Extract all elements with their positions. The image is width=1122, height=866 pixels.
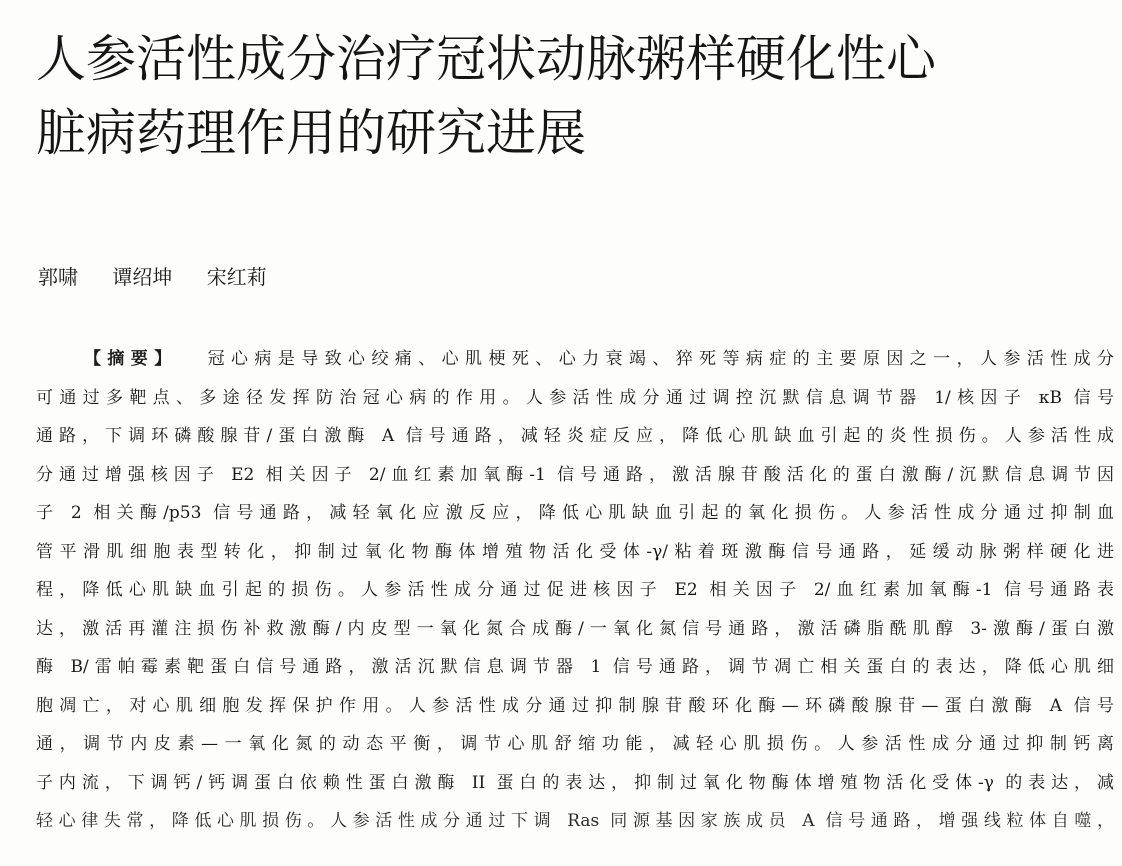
author-list [38, 262, 295, 292]
abstract-line: 酶 B/雷帕霉素靶蛋白信号通路，激活沉默信息调节器 1 信号通路，调节凋亡相关蛋白的表达，降低心肌细 [36, 657, 1114, 677]
abstract-line: 子 2 相关酶/p53 信号通路，减轻氧化应激反应，降低心肌缺血引起的氧化损伤。人参活性成分通过抑制血 [36, 503, 1114, 523]
abstract-line: 胞凋亡，对心肌细胞发挥保护作用。人参活性成分通过抑制腺苷酸环化酶—环磷酸腺苷—蛋白激酶 A 信号 [36, 695, 1114, 716]
paper-title-line-1: 人参活性成分治疗冠状动脉粥样硬化性心 [36, 30, 936, 88]
abstract-line: 分通过增强核因子 E2 相关因子 2/血红素加氧酶-1 信号通路，激活腺苷酸活化的蛋白激酶/沉默信息调节因 [36, 464, 1114, 485]
abstract-line-cut-off: 轻心律失常，降低心肌损伤。人参活性成分通过下调 Ras 同源基因家族成员 A 信号通路，增强线粒体自噬， [36, 811, 1114, 831]
author-name: 郭啸 [38, 265, 78, 289]
paper-title-line-2: 脏病药理作用的研究进展 [36, 104, 586, 162]
abstract-section [36, 340, 1114, 841]
abstract-line: 通，调节内皮素—一氧化氮的动态平衡，调节心肌舒缩功能，减轻心肌损伤。人参活性成分通过抑制钙离 [36, 734, 1114, 754]
abstract-line: 通路，下调环磷酸腺苷/蛋白激酶 A 信号通路，减轻炎症反应，降低心肌缺血引起的炎性损伤。人参活性成 [36, 426, 1114, 446]
paper-title [36, 22, 1106, 170]
abstract-text: 冠心病是导致心绞痛、心肌梗死、心力衰竭、猝死等病症的主要原因之一，人参活性成分 [207, 349, 1114, 369]
abstract-line: 达，激活再灌注损伤补救激酶/内皮型一氧化氮合成酶/一氧化氮信号通路，激活磷脂酰肌醇 3-激酶/蛋白激 [36, 618, 1114, 639]
author-name: 谭绍坤 [112, 265, 173, 289]
abstract-line: 子内流，下调钙/钙调蛋白依赖性蛋白激酶 II 蛋白的表达，抑制过氧化物酶体增殖物活化受体-γ 的表达，减 [36, 772, 1114, 793]
page-bottom-edge [0, 848, 1122, 866]
abstract-label: 【摘要】 [84, 349, 178, 369]
abstract-line [36, 340, 1114, 379]
abstract-line: 可通过多靶点、多途径发挥防治冠心病的作用。人参活性成分通过调控沉默信息调节器 1/核因子 κB 信号 [36, 387, 1114, 408]
abstract-line: 程，降低心肌缺血引起的损伤。人参活性成分通过促进核因子 E2 相关因子 2/血红素加氧酶-1 信号通路表 [36, 580, 1114, 600]
author-name: 宋红莉 [206, 265, 267, 289]
abstract-line: 管平滑肌细胞表型转化，抑制过氧化物酶体增殖物活化受体-γ/粘着斑激酶信号通路，延缓动脉粥样硬化进 [36, 541, 1114, 562]
